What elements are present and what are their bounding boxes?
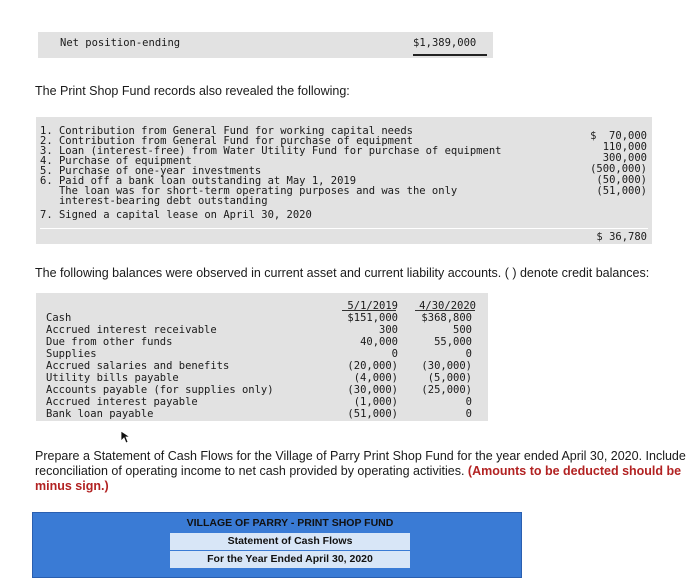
balance-start-value: (51,000) <box>347 408 398 420</box>
balances-text: The following balances were observed in current asset and current liability accounts. ( ) denote credit balances: <box>35 266 650 280</box>
statement-subtitle: Statement of Cash Flows <box>170 533 410 550</box>
item-2: 2. Contribution from General Fund for purchase of equipment <box>40 135 413 147</box>
header-underline-start <box>342 310 396 311</box>
balance-end-value: 0 <box>465 396 472 408</box>
balance-end-value: $368,800 <box>421 312 472 324</box>
balance-end-value: (25,000) <box>421 384 472 396</box>
instruction-text <box>35 449 700 494</box>
item-4: 4. Purchase of equipment <box>40 155 192 167</box>
balance-end-value: 0 <box>465 348 472 360</box>
balance-label: Accrued interest receivable <box>46 324 217 336</box>
item-amount-2: 110,000 <box>602 141 647 153</box>
balance-label: Accounts payable (for supplies only) <box>46 384 274 396</box>
balance-row <box>46 324 486 336</box>
balance-label: Utility bills payable <box>46 372 179 384</box>
balances-table <box>46 300 486 420</box>
balance-label: Supplies <box>46 348 97 360</box>
balance-end-value: (30,000) <box>421 360 472 372</box>
balance-row <box>46 360 486 372</box>
items-list <box>40 126 501 220</box>
balance-start-value: 300 <box>379 324 398 336</box>
col-header-start: 5/1/2019 <box>347 300 398 312</box>
statement-period: For the Year Ended April 30, 2020 <box>170 551 410 568</box>
item-7-amount: $ 36,780 <box>596 231 647 243</box>
item-5: 5. Purchase of one-year investments <box>40 165 262 177</box>
balance-label: Due from other funds <box>46 336 173 348</box>
balance-end-value: 0 <box>465 408 472 420</box>
items-divider <box>40 228 648 229</box>
balance-start-value: (4,000) <box>353 372 398 384</box>
intro-text: The Print Shop Fund records also revealed the following: <box>35 84 350 98</box>
balance-end-value: 500 <box>453 324 472 336</box>
statement-header <box>32 512 522 578</box>
balance-start-value: $151,000 <box>347 312 398 324</box>
item-amount-3: 300,000 <box>602 152 647 164</box>
net-position-label: Net position-ending <box>60 37 181 49</box>
balance-start-value: (20,000) <box>347 360 398 372</box>
col-header-end: 4/30/2020 <box>419 300 476 312</box>
balance-label: Bank loan payable <box>46 408 154 420</box>
net-position-underline <box>413 54 487 56</box>
item-3: 3. Loan (interest-free) from Water Utility Fund for purchase of equipment <box>40 145 502 157</box>
balance-row <box>46 408 486 420</box>
instruction-line-1: Prepare a Statement of Cash Flows for the Village of Parry Print Shop Fund for the year ended April 30, 2020. Include <box>35 449 686 463</box>
statement-title: VILLAGE OF PARRY - PRINT SHOP FUND <box>170 515 410 532</box>
balance-row <box>46 384 486 396</box>
header-underline-end <box>415 310 475 311</box>
balance-start-value: (1,000) <box>353 396 398 408</box>
mouse-cursor-icon <box>120 430 132 449</box>
item-7: 7. Signed a capital lease on April 30, 2020 <box>40 209 312 221</box>
balance-row <box>46 336 486 348</box>
item-amount-6: (51,000) <box>596 185 647 197</box>
balance-start-value: 40,000 <box>360 336 398 348</box>
item-amount-1: $ 70,000 <box>590 130 647 142</box>
balance-row <box>46 372 486 384</box>
balance-end-value: 55,000 <box>434 336 472 348</box>
balance-row <box>46 396 486 408</box>
instruction-bold-2: minus sign.) <box>35 479 109 493</box>
item-1: 1. Contribution from General Fund for working capital needs <box>40 125 413 137</box>
balance-row <box>46 312 486 324</box>
balance-label: Cash <box>46 312 72 324</box>
balance-start-value: (30,000) <box>347 384 398 396</box>
balance-label: Accrued interest payable <box>46 396 198 408</box>
balance-end-value: (5,000) <box>427 372 472 384</box>
item-amount-4: (500,000) <box>590 163 647 175</box>
item-amount-5: (50,000) <box>596 174 647 186</box>
instruction-line-2 <box>35 464 700 479</box>
item-6-note-2: interest-bearing debt outstanding <box>40 195 268 207</box>
item-6-note-1: The loan was for short-term operating purposes and was the only <box>40 185 458 197</box>
item-6: 6. Paid off a bank loan outstanding at May 1, 2019 <box>40 175 357 187</box>
instruction-line-2-text: reconciliation of operating income to net cash provided by operating activities. <box>35 464 465 478</box>
balance-row <box>46 348 486 360</box>
net-position-value: $1,389,000 <box>413 37 477 49</box>
instruction-bold: (Amounts to be deducted should be <box>467 464 682 478</box>
instruction-line-3 <box>35 479 700 494</box>
balance-label: Accrued salaries and benefits <box>46 360 230 372</box>
balance-start-value: 0 <box>391 348 398 360</box>
item-amounts <box>565 131 647 197</box>
